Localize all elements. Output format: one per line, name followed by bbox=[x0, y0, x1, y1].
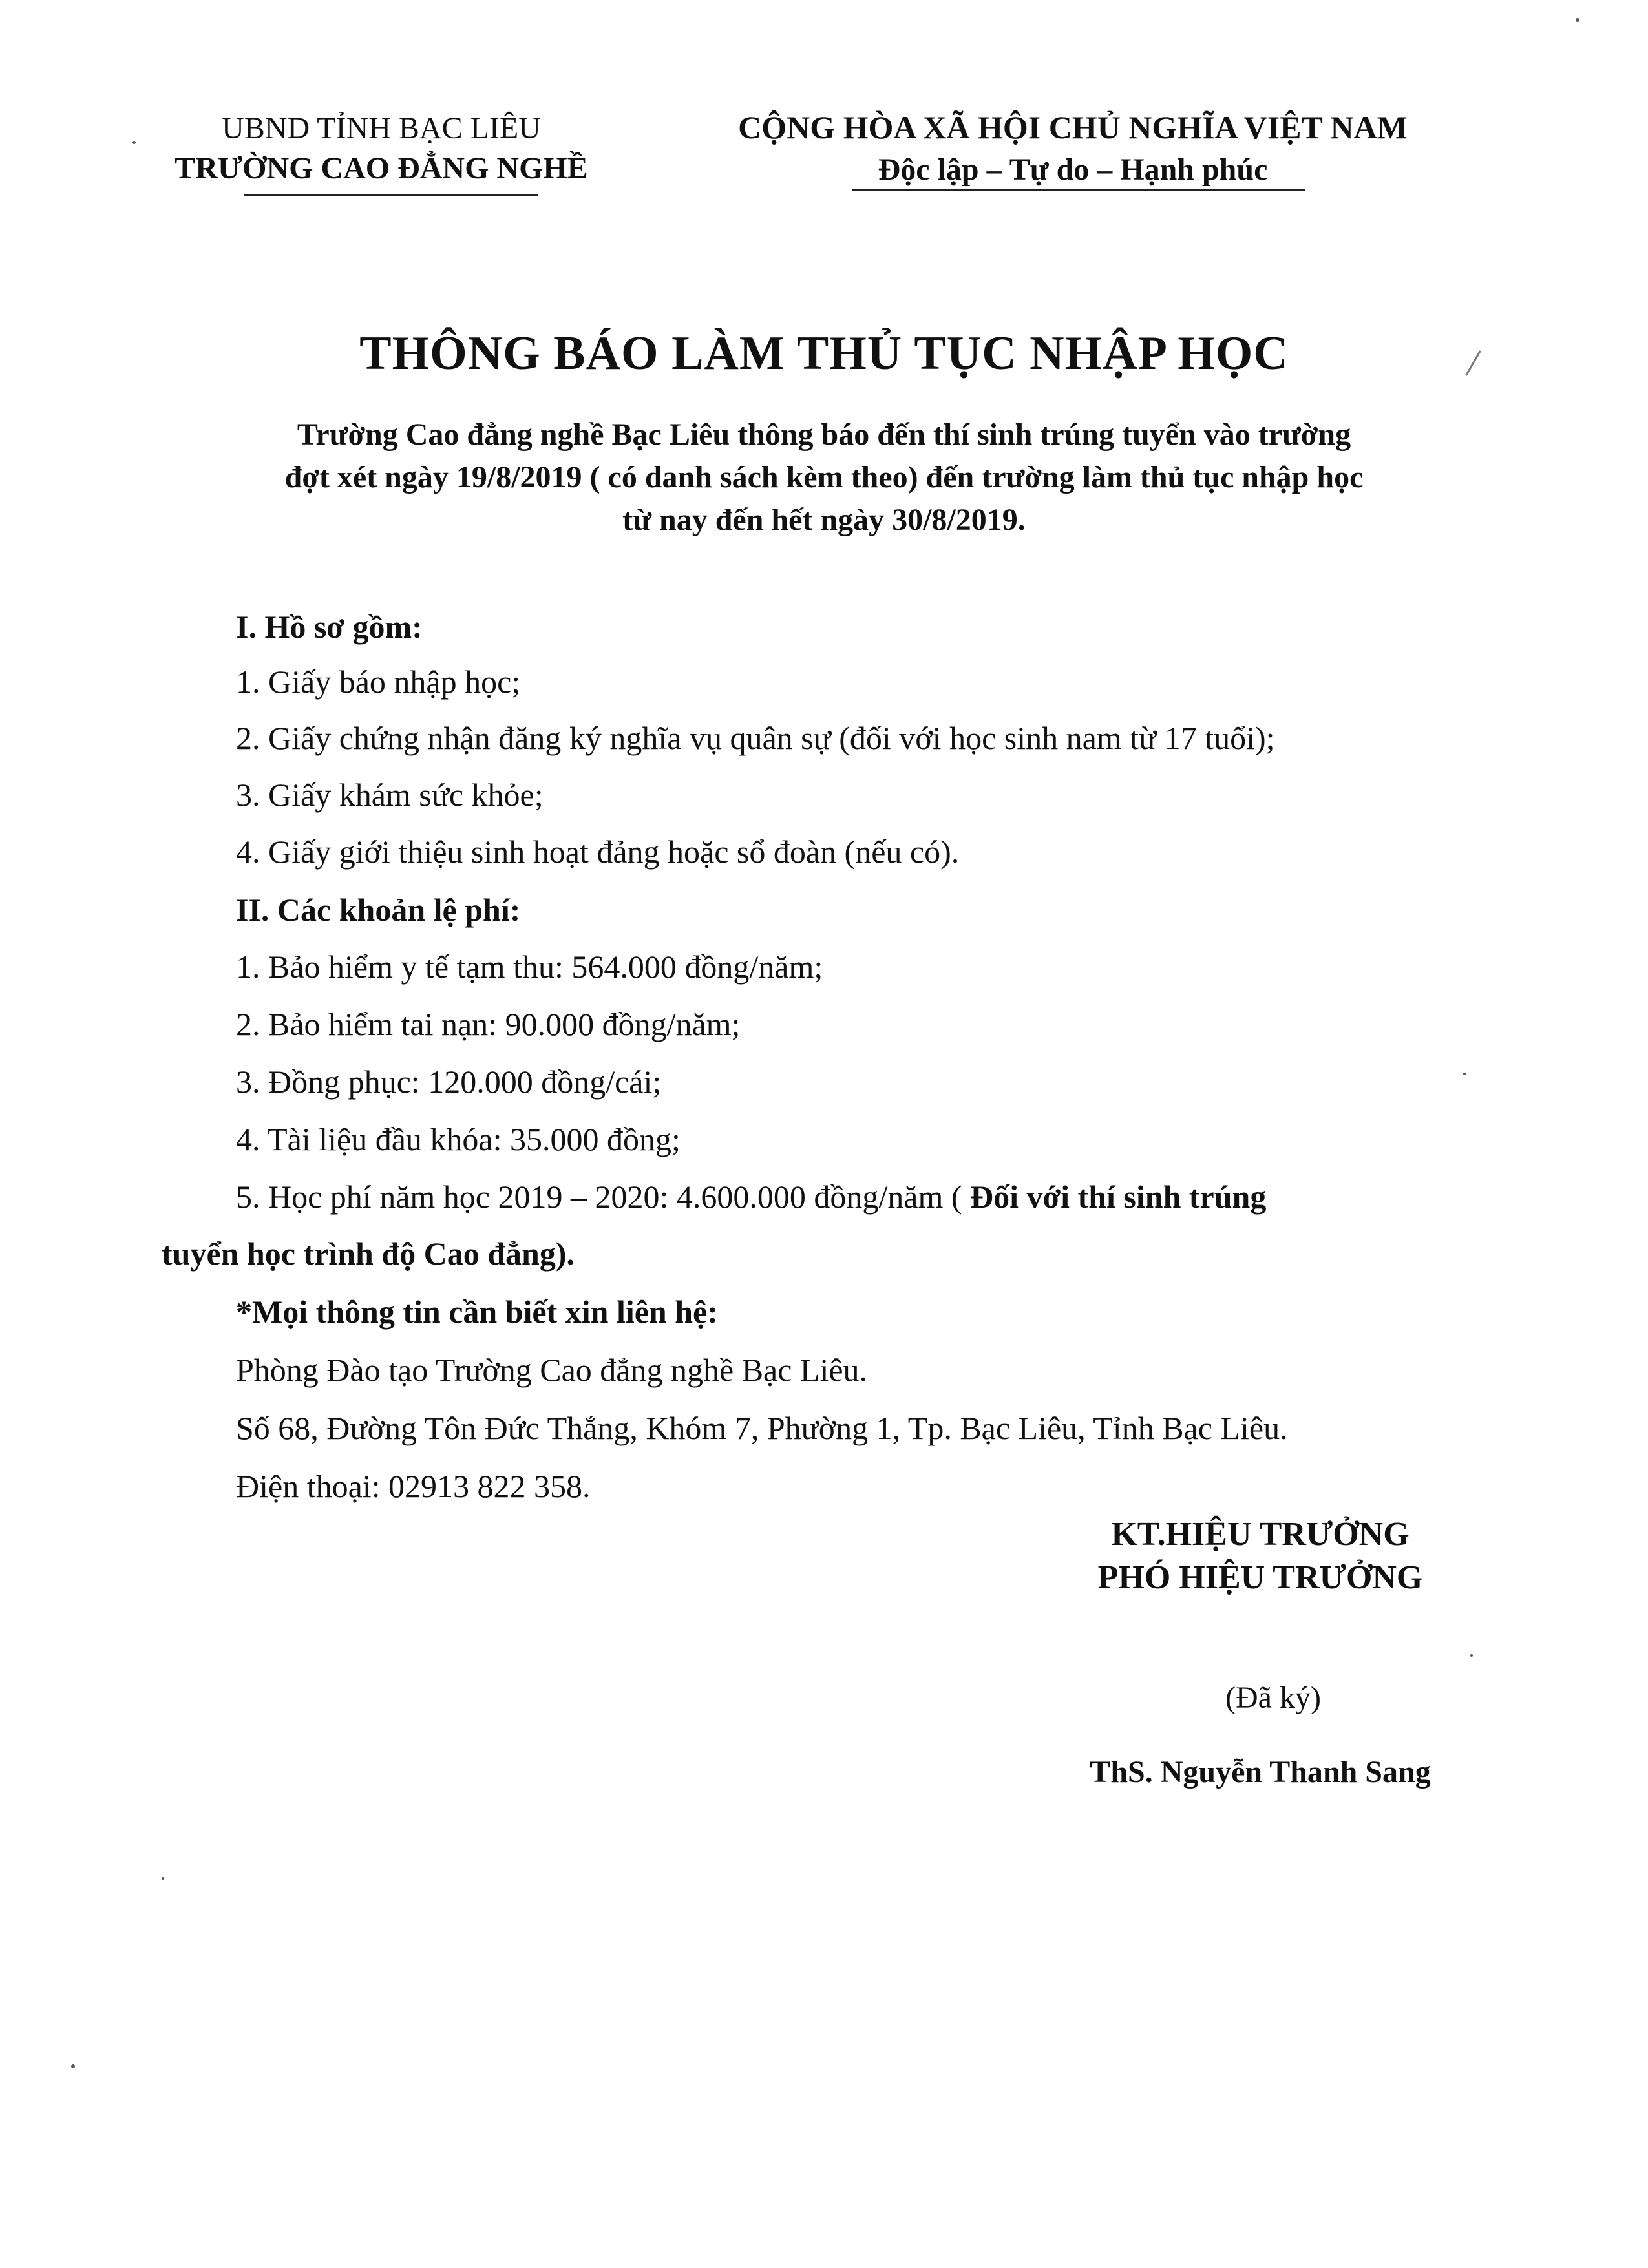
signature-position: PHÓ HIỆU TRƯỞNG bbox=[1097, 1559, 1423, 1596]
motto-underline bbox=[852, 189, 1305, 191]
national-heading bbox=[659, 106, 1486, 191]
tuition-note-continued: tuyển học trình độ Cao đẳng). bbox=[162, 1235, 575, 1272]
section-1-item: 1. Giấy báo nhập học; bbox=[236, 664, 521, 700]
fee-item: 3. Đồng phục: 120.000 đồng/cái; bbox=[236, 1064, 662, 1100]
contact-phone: Điện thoại: 02913 822 358. bbox=[236, 1468, 591, 1504]
scan-speck bbox=[1470, 1654, 1473, 1657]
fee-item-tuition bbox=[236, 1177, 1266, 1216]
scan-speck bbox=[162, 1877, 164, 1880]
fee-item: 2. Bảo hiểm tai nạn: 90.000 đồng/năm; bbox=[236, 1006, 741, 1042]
scan-speck bbox=[71, 2064, 75, 2068]
contact-heading: *Mọi thông tin cần biết xin liên hệ: bbox=[236, 1294, 718, 1330]
section-1-item: 3. Giấy khám sức khỏe; bbox=[236, 777, 544, 813]
scan-speck bbox=[132, 141, 136, 144]
issuer-block bbox=[123, 109, 640, 189]
country-name: CỘNG HÒA XÃ HỘI CHỦ NGHĨA VIỆT NAM bbox=[738, 109, 1408, 145]
document-title: THÔNG BÁO LÀM THỦ TỤC NHẬP HỌC bbox=[359, 327, 1289, 380]
section-2-heading: II. Các khoản lệ phí: bbox=[236, 892, 521, 928]
signature-title: KT.HIỆU TRƯỞNG bbox=[1111, 1516, 1410, 1553]
contact-address: Số 68, Đường Tôn Đức Thắng, Khóm 7, Phường 1, Tp. Bạc Liêu, Tỉnh Bạc Liêu. bbox=[236, 1410, 1288, 1446]
fee-item: 4. Tài liệu đầu khóa: 35.000 đồng; bbox=[236, 1121, 681, 1157]
scan-mark bbox=[1465, 350, 1481, 376]
issuer-school: TRƯỜNG CAO ĐẲNG NGHỀ bbox=[174, 151, 588, 185]
fee-item: 1. Bảo hiểm y tế tạm thu: 564.000 đồng/năm; bbox=[236, 949, 823, 985]
section-1-item: 4. Giấy giới thiệu sinh hoạt đảng hoặc sổ đoàn (nếu có). bbox=[236, 834, 960, 870]
tuition-text: 5. Học phí năm học 2019 – 2020: 4.600.000 đồng/năm ( bbox=[236, 1179, 962, 1215]
tuition-note: Đối với thí sinh trúng bbox=[962, 1179, 1267, 1215]
intro-line-3: từ nay đến hết ngày 30/8/2019. bbox=[622, 503, 1026, 537]
section-1-heading: I. Hồ sơ gồm: bbox=[236, 609, 423, 645]
scan-speck bbox=[1463, 1073, 1466, 1075]
issuer-underline bbox=[244, 194, 538, 196]
intro-paragraph bbox=[142, 414, 1506, 541]
signed-note: (Đã ký) bbox=[1225, 1681, 1321, 1715]
section-1-item: 2. Giấy chứng nhận đăng ký nghĩa vụ quân sự (đối với học sinh nam từ 17 tuổi); bbox=[236, 720, 1275, 756]
contact-office: Phòng Đào tạo Trường Cao đẳng nghề Bạc Liêu. bbox=[236, 1352, 868, 1388]
national-motto: Độc lập – Tự do – Hạnh phúc bbox=[878, 152, 1268, 187]
intro-line-1: Trường Cao đẳng nghề Bạc Liêu thông báo đến thí sinh trúng tuyển vào trường bbox=[297, 417, 1351, 452]
intro-line-2: đợt xét ngày 19/8/2019 ( có danh sách kèm theo) đến trường làm thủ tục nhập học bbox=[284, 460, 1364, 494]
issuer-authority: UBND TỈNH BẠC LIÊU bbox=[222, 111, 541, 145]
signer-name: ThS. Nguyễn Thanh Sang bbox=[1090, 1755, 1431, 1789]
scan-speck bbox=[1576, 18, 1579, 22]
